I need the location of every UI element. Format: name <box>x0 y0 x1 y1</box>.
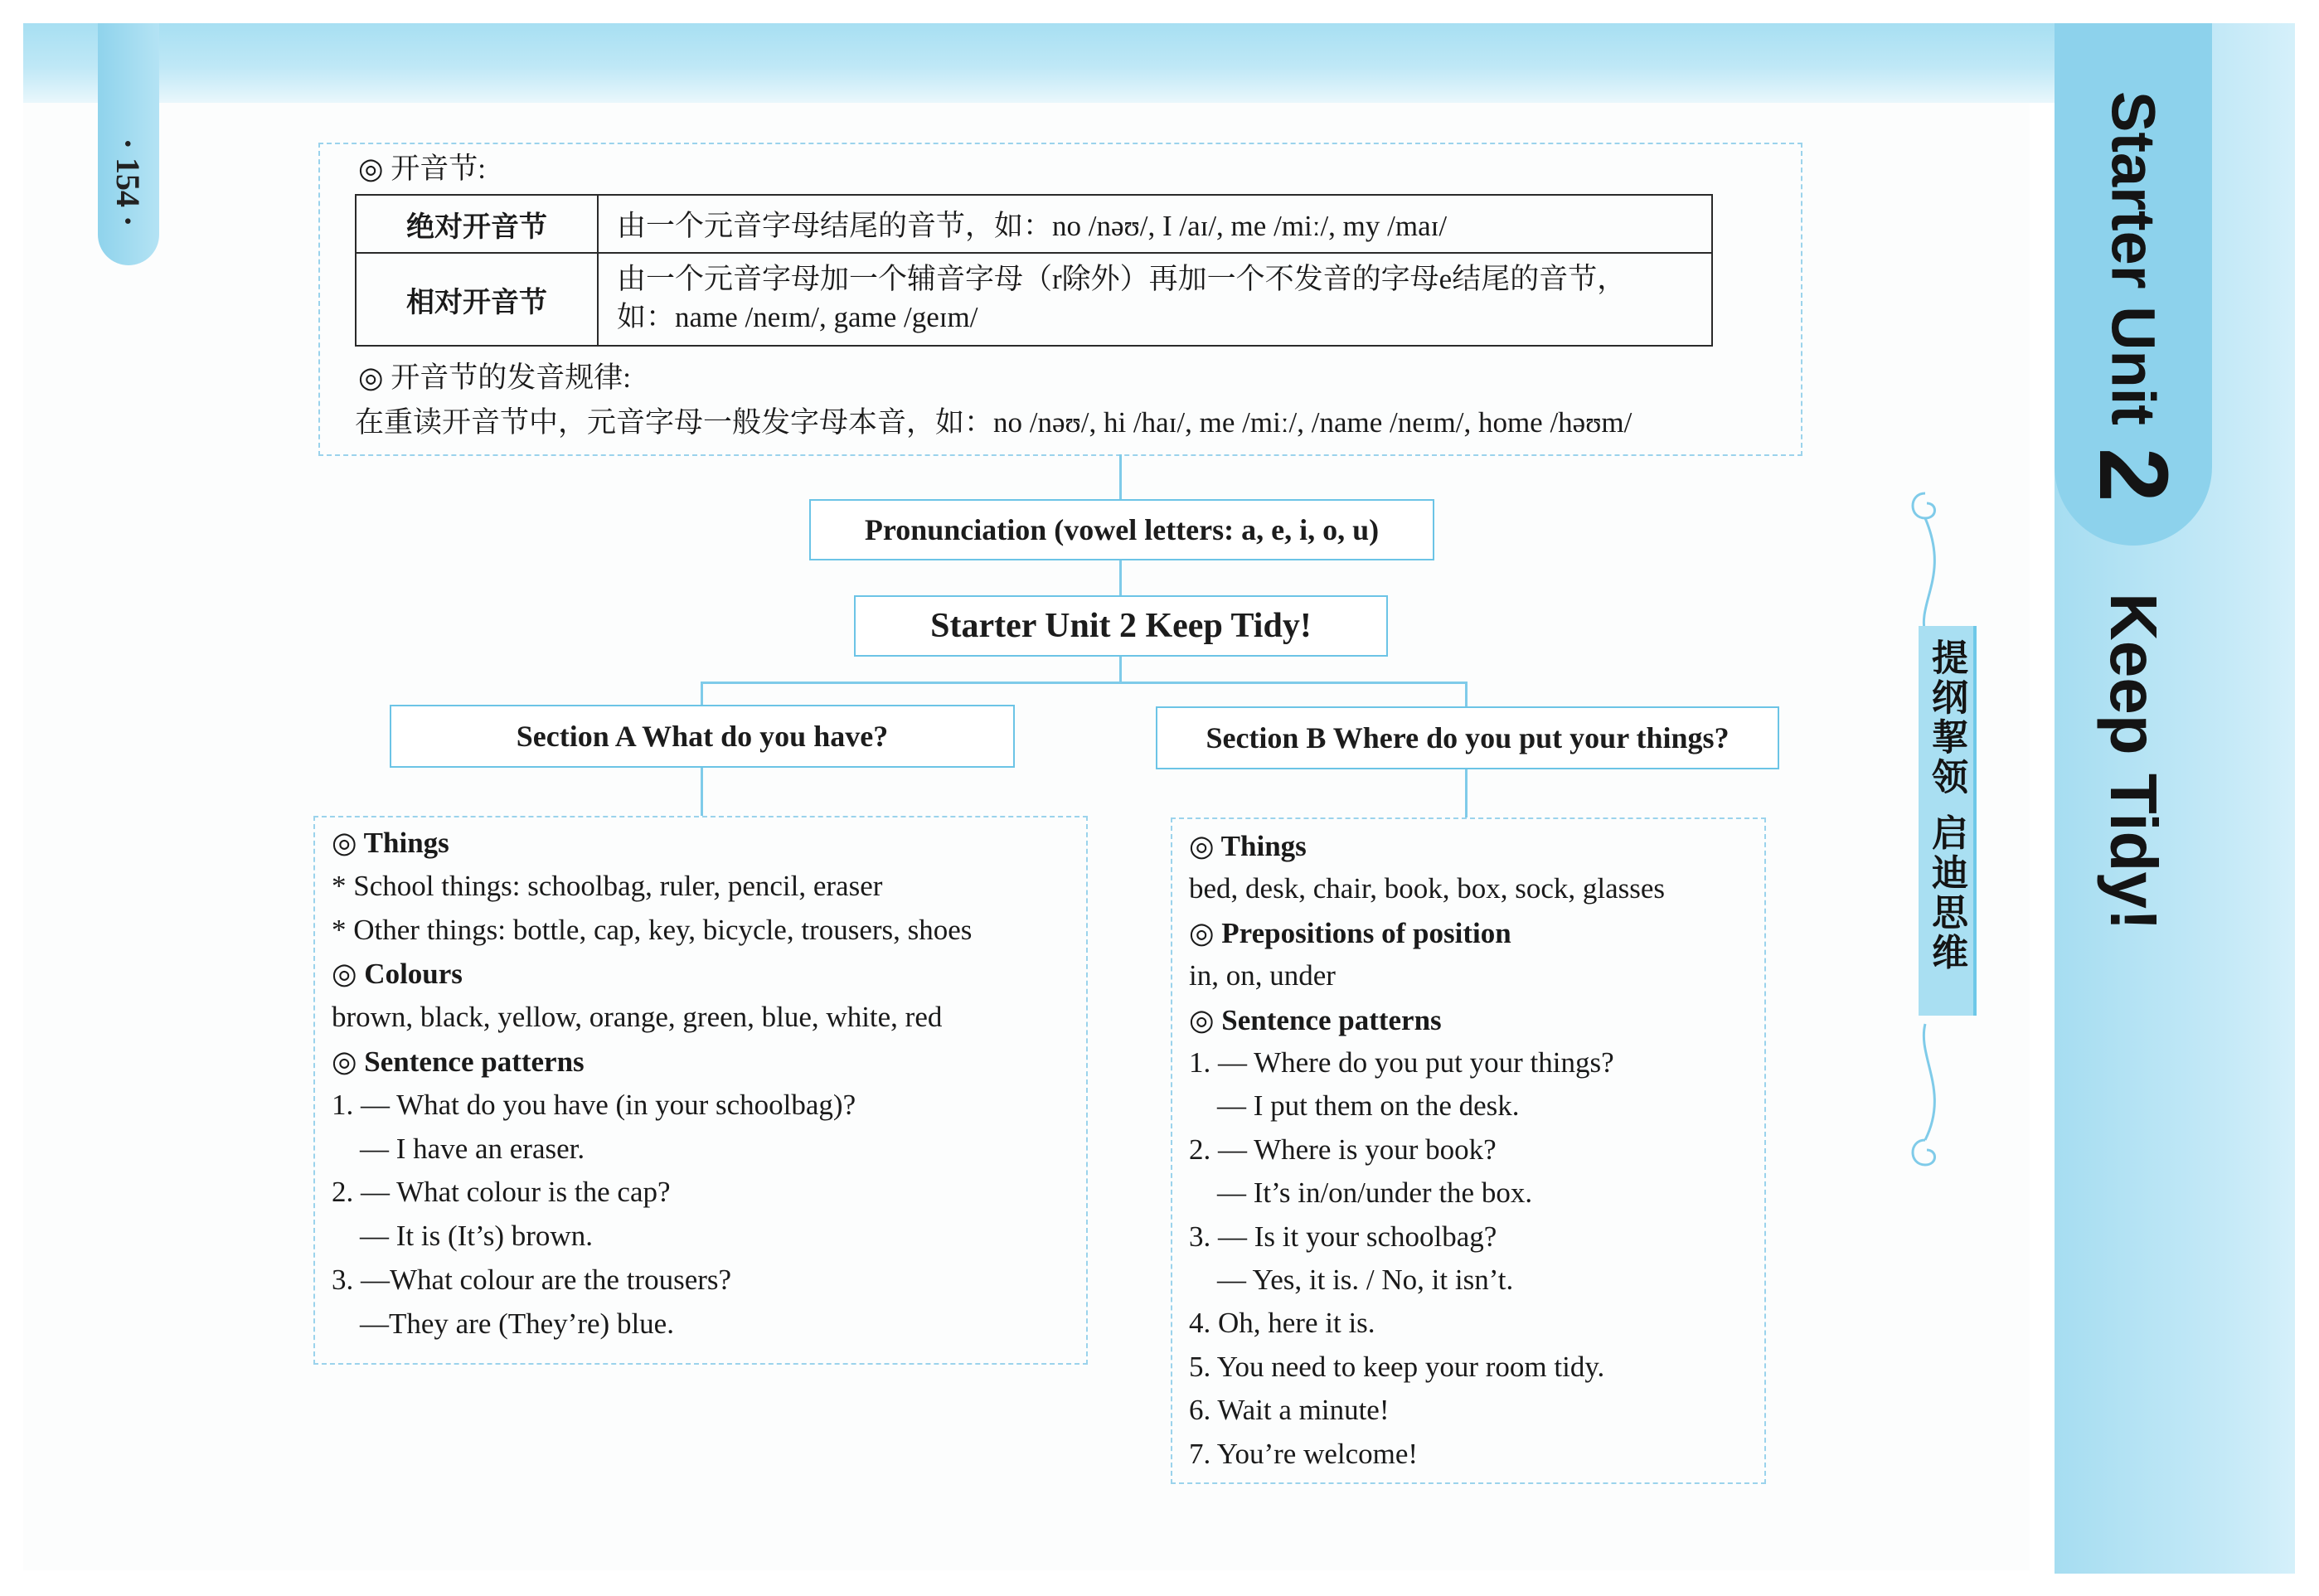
unit-title-text: Keep Tidy! <box>2097 593 2171 931</box>
connector-line <box>1119 557 1122 595</box>
section_b-line: 6. Wait a minute! <box>1189 1394 1390 1427</box>
top-color-band <box>23 23 2295 103</box>
section_b-line: 4. Oh, here it is. <box>1189 1307 1375 1340</box>
connector-line <box>1119 454 1122 501</box>
section_b-line: 1. — Where do you put your things? <box>1189 1046 1614 1079</box>
table-body-absolute <box>597 194 1713 254</box>
side-label-text: 提纲挈领 启迪思维 <box>1925 638 1967 973</box>
section_a-line: —They are (They’re) blue. <box>360 1307 674 1340</box>
section_a-line: ◎ Sentence patterns <box>332 1045 585 1078</box>
unit-title <box>2055 593 2212 931</box>
section_a-line: ◎ Things <box>332 827 449 859</box>
section_b-line: ◎ Prepositions of position <box>1189 916 1511 949</box>
table-body-relative <box>597 252 1713 347</box>
section_a-line: * School things: schoolbag, ruler, pencil, eraser <box>332 869 883 902</box>
connector-line <box>701 682 1467 684</box>
section_b-line: — Yes, it is. / No, it isn’t. <box>1217 1264 1514 1296</box>
unit-label-text: Starter Unit <box>2098 91 2168 425</box>
section_b-line: ◎ Sentence patterns <box>1189 1003 1442 1036</box>
connector-line <box>1119 653 1122 683</box>
pronunciation-box: Pronunciation (vowel letters: a, e, i, o, u) <box>809 499 1434 560</box>
page-number: · 154 · <box>109 138 148 227</box>
unit-number-text: 2 <box>2079 448 2188 502</box>
table-body-absolute-text: 由一个元音字母结尾的音节，如：no /nəʊ/, I /aɪ/, me /miː/, my /maɪ/ <box>617 210 1448 242</box>
section-b-title: Section B Where do you put your things? <box>1156 706 1779 769</box>
section_b-line: 5. You need to keep your room tidy. <box>1189 1350 1605 1383</box>
section_b-line: bed, desk, chair, book, box, sock, glasses <box>1189 872 1666 905</box>
connector-line <box>1465 682 1468 706</box>
section_a-line: brown, black, yellow, orange, green, blue, white, red <box>332 1001 943 1034</box>
open-syllable-heading: ◎ 开音节: <box>358 153 487 185</box>
unit-number <box>2055 448 2212 502</box>
table-head-relative: 相对开音节 <box>355 252 599 347</box>
table-head-absolute: 绝对开音节 <box>355 194 599 254</box>
section_a-line: 3. —What colour are the trousers? <box>332 1264 732 1296</box>
open-syllable-rule-text: 在重读开音节中，元音字母一般发字母本音，如：no /nəʊ/, hi /haɪ/, me /miː/, /name /neɪm/, home /həʊm/ <box>355 406 1633 439</box>
side-label <box>1919 638 1973 973</box>
table-body-relative-line-2: 如：name /neɪm/, game /geɪm/ <box>617 301 978 333</box>
section_a-line: 2. — What colour is the cap? <box>332 1176 671 1209</box>
section_b-line: — I put them on the desk. <box>1217 1089 1520 1123</box>
section_a-line: — I have an eraser. <box>360 1132 585 1165</box>
connector-line <box>701 764 703 816</box>
section_b-line: in, on, under <box>1189 959 1336 992</box>
section_b-line: 3. — Is it your schoolbag? <box>1189 1220 1497 1253</box>
connector-line <box>701 682 703 706</box>
section_a-line: — It is (It’s) brown. <box>360 1220 593 1253</box>
unit-label <box>2055 91 2212 425</box>
open-syllable-rule-heading: ◎ 开音节的发音规律: <box>358 361 632 394</box>
section_b-line: ◎ Things <box>1189 830 1307 862</box>
connector-line <box>1465 766 1468 817</box>
section_b-line: 2. — Where is your book? <box>1189 1133 1497 1166</box>
section_b-line: — It’s in/on/under the box. <box>1217 1176 1533 1210</box>
section_a-line: * Other things: bottle, cap, key, bicycle, trousers, shoes <box>332 913 973 946</box>
section_a-line: 1. — What do you have (in your schoolbag)? <box>332 1088 856 1121</box>
center-title-box: Starter Unit 2 Keep Tidy! <box>854 595 1388 657</box>
section_b-line: 7. You’re welcome! <box>1189 1437 1419 1470</box>
section_a-line: ◎ Colours <box>332 958 463 991</box>
section-a-title: Section A What do you have? <box>390 705 1015 768</box>
table-body-relative-line-1: 由一个元音字母加一个辅音字母（r除外）再加一个不发音的字母e结尾的音节， <box>617 263 1627 295</box>
